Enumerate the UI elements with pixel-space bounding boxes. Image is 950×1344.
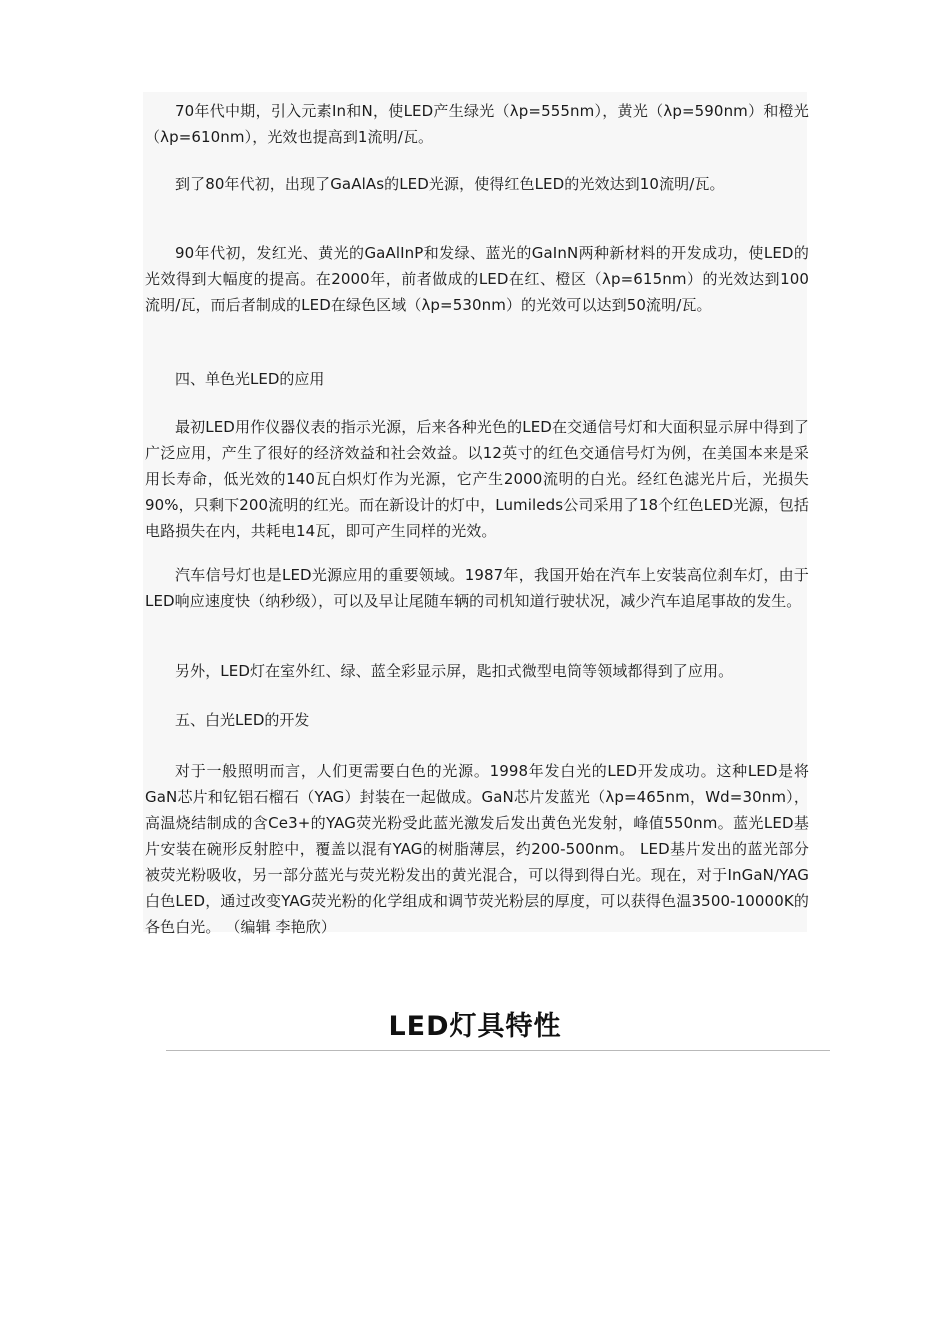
heading-white-led-development: 五、白光LED的开发 — [175, 711, 310, 729]
title-divider — [166, 1050, 830, 1051]
heading-monochrome-led-applications: 四、单色光LED的应用 — [175, 370, 325, 388]
paragraph-automotive-signal-lights: 汽车信号灯也是LED光源应用的重要领域。1987年，我国开始在汽车上安装高位刹车灯，由于LED响应速度快（纳秒级），可以及早让尾随车辆的司机知道行驶状况，减少汽车追尾事故的发生。 — [145, 566, 809, 610]
paragraph-green-yellow-orange-led: 70年代中期，引入元素In和N，使LED产生绿光（λp=555nm），黄光（λp=590nm）和橙光（λp=610nm），光效也提高到1流明/瓦。 — [145, 102, 809, 146]
paragraph-other-applications: 另外，LED灯在室外红、绿、蓝全彩显示屏，匙扣式微型电筒等领域都得到了应用。 — [175, 662, 734, 680]
section-title: LED灯具特性 — [388, 1011, 562, 1042]
paragraph-gaalinp-gainn: 90年代初，发红光、黄光的GaAlInP和发绿、蓝光的GaInN两种新材料的开发成功，使LED的光效得到大幅度的提高。在2000年，前者做成的LED在红、橙区（λp=615nm）的光效达到100流明/瓦，而后者制成的LED在绿色区域（λp=530nm）的光效可以达到50流明/瓦。 — [145, 244, 809, 314]
paragraph-gaalas-led: 到了80年代初，出现了GaAlAs的LED光源，使得红色LED的光效达到10流明/瓦。 — [175, 175, 725, 193]
paragraph-traffic-signal-applications: 最初LED用作仪器仪表的指示光源，后来各种光色的LED在交通信号灯和大面积显示屏中得到了广泛应用，产生了很好的经济效益和社会效益。以12英寸的红色交通信号灯为例，在美国本来是采用长寿命，低光效的140瓦白炽灯作为光源，它产生2000流明的白光。经红色滤光片后，光损失90%，只剩下200流明的红光。而在新设计的灯中，Lumileds公司采用了18个红色LED光源，包括电路损失在内，共耗电14瓦，即可产生同样的光效。 — [145, 418, 809, 540]
paragraph-white-led-details: 对于一般照明而言，人们更需要白色的光源。1998年发白光的LED开发成功。这种LED是将GaN芯片和钇铝石榴石（YAG）封装在一起做成。GaN芯片发蓝光（λp=465nm，Wd=30nm），高温烧结制成的含Ce3+的YAG荧光粉受此蓝光激发后发出黄色光发射，峰值550nm。蓝光LED基片安装在碗形反射腔中，覆盖以混有YAG的树脂薄层，约200-500nm。 LED基片发出的蓝光部分被荧光粉吸收，另一部分蓝光与荧光粉发出的黄光混合，可以得到得白光。现在，对于InGaN/YAG白色LED，通过改变YAG荧光粉的化学组成和调节荧光粉层的厚度，可以获得色温3500-10000K的各色白光。 （编辑 李艳欣） — [145, 762, 809, 936]
